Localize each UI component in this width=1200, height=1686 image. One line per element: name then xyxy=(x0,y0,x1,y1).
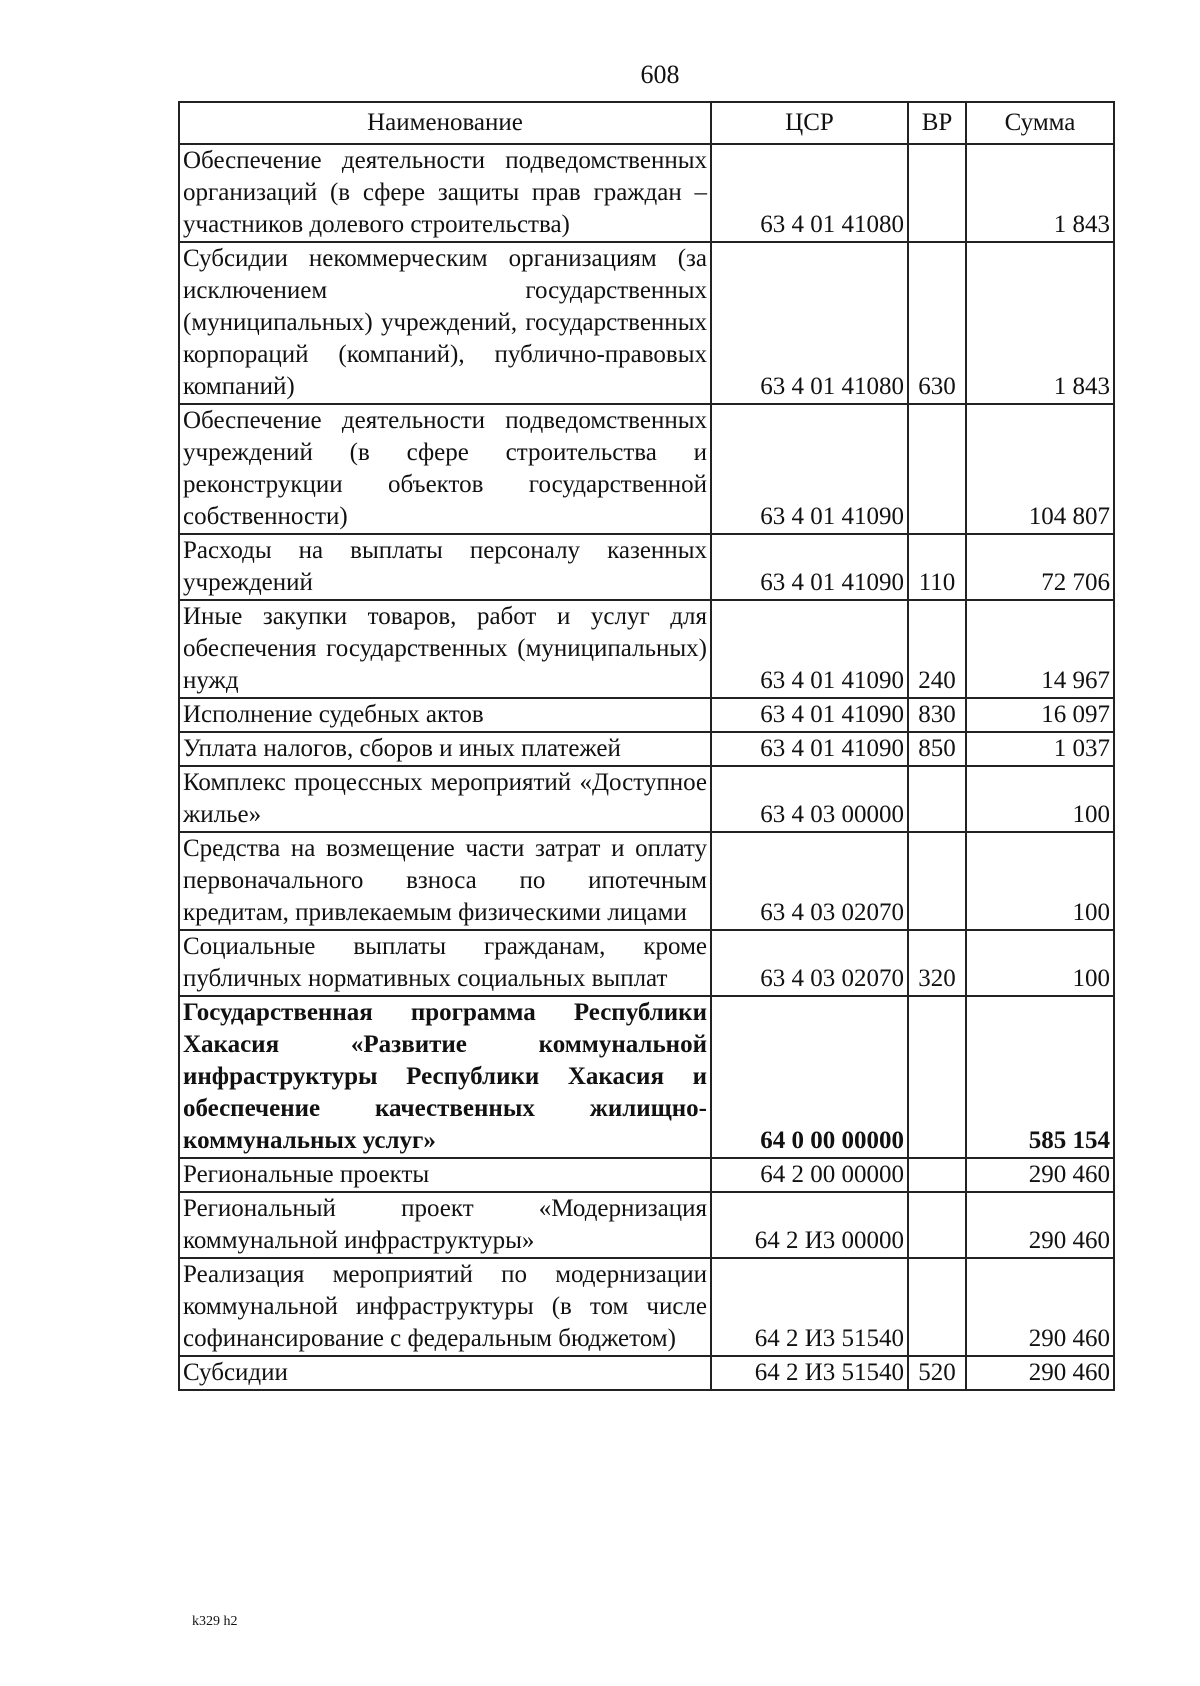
row-sum: 16 097 xyxy=(966,698,1114,732)
row-sum: 290 460 xyxy=(966,1258,1114,1356)
row-name: Социальные выплаты гражданам, кроме публичных нормативных социальных выплат xyxy=(179,930,711,996)
row-name: Уплата налогов, сборов и иных платежей xyxy=(179,732,711,766)
footer-code: k329 h2 xyxy=(192,1614,238,1629)
row-name: Исполнение судебных актов xyxy=(179,698,711,732)
row-csr: 63 4 03 02070 xyxy=(711,832,908,930)
row-name: Региональные проекты xyxy=(179,1158,711,1192)
row-vr xyxy=(908,832,966,930)
header-csr: ЦСР xyxy=(711,102,908,144)
row-sum: 72 706 xyxy=(966,534,1114,600)
row-sum: 290 460 xyxy=(966,1192,1114,1258)
row-csr: 64 2 И3 00000 xyxy=(711,1192,908,1258)
row-vr: 320 xyxy=(908,930,966,996)
row-vr: 850 xyxy=(908,732,966,766)
row-csr: 63 4 01 41080 xyxy=(711,242,908,404)
row-csr: 63 4 01 41090 xyxy=(711,534,908,600)
row-vr: 830 xyxy=(908,698,966,732)
table-row xyxy=(179,600,1114,698)
row-name: Комплекс процессных мероприятий «Доступное жилье» xyxy=(179,766,711,832)
row-name: Обеспечение деятельности подведомственных учреждений (в сфере строительства и реконструкции объектов государственной собственности) xyxy=(179,404,711,534)
row-vr: 240 xyxy=(908,600,966,698)
row-vr xyxy=(908,1192,966,1258)
row-name: Средства на возмещение части затрат и оплату первоначального взноса по ипотечным кредитам, привлекаемым физическими лицами xyxy=(179,832,711,930)
row-sum: 100 xyxy=(966,766,1114,832)
table-row xyxy=(179,404,1114,534)
row-sum: 1 037 xyxy=(966,732,1114,766)
row-name: Обеспечение деятельности подведомственных организаций (в сфере защиты прав граждан – участников долевого строительства) xyxy=(179,144,711,242)
table-row xyxy=(179,1192,1114,1258)
row-vr: 520 xyxy=(908,1356,966,1390)
table-row xyxy=(179,766,1114,832)
header-vr: ВР xyxy=(908,102,966,144)
row-sum: 1 843 xyxy=(966,242,1114,404)
table-row xyxy=(179,242,1114,404)
budget-table xyxy=(178,101,1115,1391)
row-csr: 64 2 И3 51540 xyxy=(711,1258,908,1356)
table-row xyxy=(179,732,1114,766)
row-name: Иные закупки товаров, работ и услуг для обеспечения государственных (муниципальных) нужд xyxy=(179,600,711,698)
table-row xyxy=(179,1158,1114,1192)
row-csr: 63 4 01 41090 xyxy=(711,732,908,766)
row-name: Государственная программа Республики Хакасия «Развитие коммунальной инфраструктуры Республики Хакасия и обеспечение качественных жилищно-коммунальных услуг» xyxy=(179,996,711,1158)
table-row xyxy=(179,698,1114,732)
row-vr xyxy=(908,766,966,832)
table-row xyxy=(179,144,1114,242)
row-csr: 64 0 00 00000 xyxy=(711,996,908,1158)
row-vr xyxy=(908,996,966,1158)
row-csr: 63 4 01 41090 xyxy=(711,404,908,534)
row-vr xyxy=(908,1258,966,1356)
row-vr xyxy=(908,404,966,534)
row-name: Субсидии некоммерческим организациям (за исключением государственных (муниципальных) учреждений, государственных корпораций (компаний), публично-правовых компаний) xyxy=(179,242,711,404)
table-row xyxy=(179,1356,1114,1390)
row-sum: 585 154 xyxy=(966,996,1114,1158)
row-csr: 63 4 03 02070 xyxy=(711,930,908,996)
row-name: Расходы на выплаты персоналу казенных учреждений xyxy=(179,534,711,600)
row-vr: 110 xyxy=(908,534,966,600)
row-csr: 63 4 01 41090 xyxy=(711,600,908,698)
row-csr: 63 4 01 41090 xyxy=(711,698,908,732)
row-name: Субсидии xyxy=(179,1356,711,1390)
row-sum: 290 460 xyxy=(966,1356,1114,1390)
row-csr: 63 4 01 41080 xyxy=(711,144,908,242)
row-name: Реализация мероприятий по модернизации коммунальной инфраструктуры (в том числе софинансирование с федеральным бюджетом) xyxy=(179,1258,711,1356)
table-header-row xyxy=(179,102,1114,144)
row-sum: 100 xyxy=(966,832,1114,930)
row-csr: 64 2 И3 51540 xyxy=(711,1356,908,1390)
table-row xyxy=(179,534,1114,600)
table-row xyxy=(179,1258,1114,1356)
header-sum: Сумма xyxy=(966,102,1114,144)
row-vr xyxy=(908,1158,966,1192)
page-number: 608 xyxy=(640,60,680,89)
row-sum: 1 843 xyxy=(966,144,1114,242)
header-name: Наименование xyxy=(179,102,711,144)
row-csr: 64 2 00 00000 xyxy=(711,1158,908,1192)
row-vr xyxy=(908,144,966,242)
row-vr: 630 xyxy=(908,242,966,404)
table-row xyxy=(179,930,1114,996)
row-sum: 100 xyxy=(966,930,1114,996)
row-sum: 104 807 xyxy=(966,404,1114,534)
table-row xyxy=(179,996,1114,1158)
table-row xyxy=(179,832,1114,930)
row-name: Региональный проект «Модернизация коммунальной инфраструктуры» xyxy=(179,1192,711,1258)
table-body xyxy=(179,144,1114,1390)
row-csr: 63 4 03 00000 xyxy=(711,766,908,832)
row-sum: 14 967 xyxy=(966,600,1114,698)
row-sum: 290 460 xyxy=(966,1158,1114,1192)
